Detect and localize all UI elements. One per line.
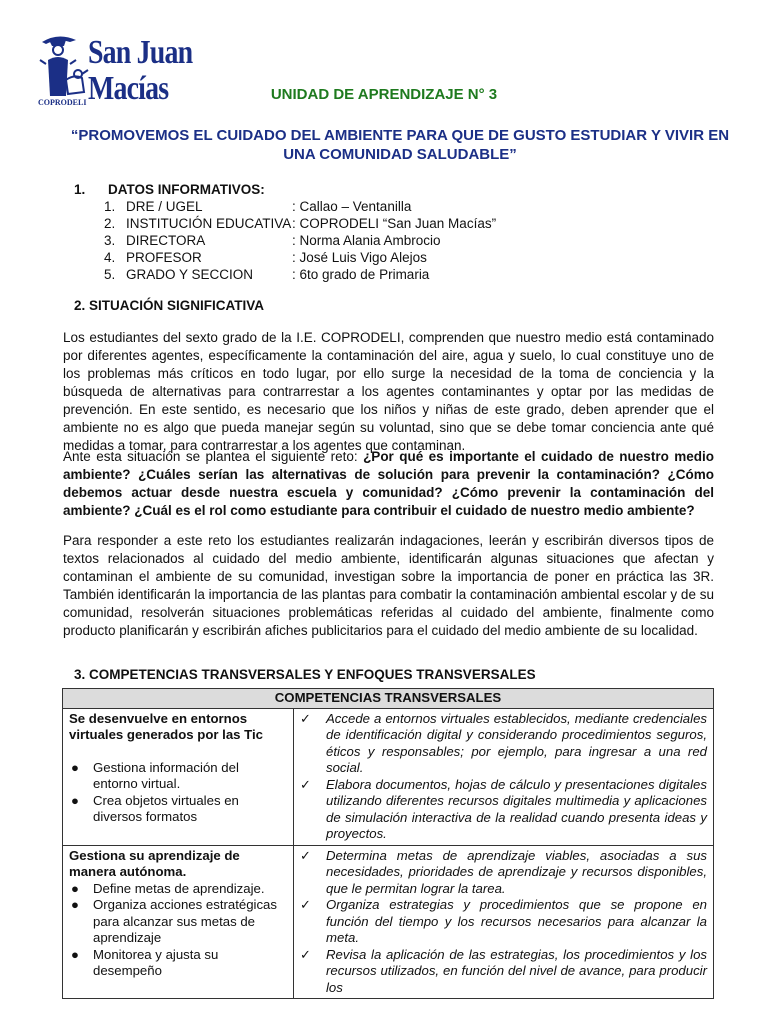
- info-row-number: 3.: [104, 233, 116, 248]
- criterion-text: Determina metas de aprendizaje viables, asociadas a sus necesidades, prioridades de aprendizaje y recursos disponibles, que le permitan lograr la tarea.: [326, 847, 707, 896]
- info-row-value: : Callao – Ventanilla: [292, 199, 412, 214]
- info-row-number: 1.: [104, 199, 116, 214]
- criterion-item: [300, 947, 707, 997]
- capacity-item: [69, 881, 287, 898]
- info-row-label: INSTITUCIÓN EDUCATIVA: [126, 216, 292, 231]
- info-row: [104, 215, 496, 232]
- bullet-icon: ●: [71, 792, 79, 808]
- logo-text-line1: San Juan: [88, 34, 193, 71]
- info-row-value: : José Luis Vigo Alejos: [292, 250, 427, 265]
- capacity-item: [69, 760, 287, 793]
- info-row-label: DIRECTORA: [126, 233, 206, 248]
- check-icon: ✓: [300, 897, 312, 912]
- section2-heading: 2. SITUACIÓN SIGNIFICATIVA: [74, 298, 265, 313]
- criterion-item: [300, 777, 707, 843]
- capacity-item: [69, 947, 287, 980]
- capacity-item: [69, 897, 287, 947]
- main-title: “PROMOVEMOS EL CUIDADO DEL AMBIENTE PARA QUE DE GUSTO ESTUDIAR Y VIVIR EN UNA COMUNIDAD SALUDABLE”: [70, 127, 730, 163]
- criterion-text: Revisa la aplicación de las estrategias, los procedimientos y los recursos utilizados, en función del nivel de avance, para producir los: [326, 946, 707, 995]
- logo-text-line2: Macías: [88, 70, 169, 107]
- situation-paragraph-2: [63, 448, 714, 520]
- criterion-text: Elabora documentos, hojas de cálculo y presentaciones digitales utilizando diferentes recursos digitales multimedia y aplicaciones de simulación interactiva de la realidad cuando presenta ideas y proyectos.: [326, 776, 707, 841]
- criteria-cell: [294, 708, 714, 845]
- check-icon: ✓: [300, 946, 312, 962]
- logo-small-text: COPRODELI: [38, 98, 87, 107]
- info-row-number: 2.: [104, 216, 116, 231]
- capacity-text: Define metas de aprendizaje.: [93, 880, 265, 896]
- criterion-item: [300, 848, 707, 898]
- bullet-icon: ●: [71, 759, 79, 775]
- competency-cell: [63, 708, 294, 845]
- info-row-label: DRE / UGEL: [126, 199, 203, 214]
- section1-heading: DATOS INFORMATIVOS:: [108, 182, 265, 197]
- competency-title: Se desenvuelve en entornos virtuales generados por las Tic: [69, 710, 263, 742]
- table-row: [63, 708, 714, 845]
- check-icon: ✓: [300, 776, 312, 792]
- capacity-item: [69, 793, 287, 826]
- unit-title: UNIDAD DE APRENDIZAJE N° 3: [270, 86, 498, 103]
- table-row: [63, 845, 714, 999]
- capacity-text: Organiza acciones estratégicas para alcanzar sus metas de aprendizaje: [93, 897, 277, 945]
- challenge-questions: ¿Por qué es importante el cuidado de nuestro medio ambiente? ¿Cuáles serían las alternativas de solución para prevenir la contaminación? ¿Cómo debemos actuar desde nuestra escuela y comunidad? ¿Cómo prevenir la contaminación del ambiente? ¿Cuál es el rol como estudiante para contribuir el cuidado de nuestro medio ambiente?: [63, 449, 714, 518]
- table-header: COMPETENCIAS TRANSVERSALES: [63, 689, 714, 709]
- capacity-text: Monitorea y ajusta su desempeño: [93, 946, 219, 978]
- situation-paragraph-3: Para responder a este reto los estudiantes realizarán indagaciones, leerán y escribirán diversos tipos de textos relacionados al cuidado del medio ambiente, identificarán algunas situaciones que afectan y contaminan el ambiente de su comunidad, investigan sobre la importancia de poner en práctica las 3R. También identificarán la importancia de las plantas para combatir la contaminación ambiental escolar y de su comunidad, resolverán situaciones problemáticas referidas al cuidado del ambiente, finalmente como producto planificarán y escribirán afiches publicitarios para el cuidado del medio ambiente de su localidad.: [63, 533, 714, 638]
- section1-number: 1.: [74, 182, 86, 197]
- info-row: [104, 249, 496, 266]
- challenge-intro: Ante esta situación se plantea el siguiente reto:: [63, 449, 364, 464]
- bullet-icon: ●: [71, 897, 79, 912]
- criterion-text: Organiza estrategias y procedimientos que se propone en función del tiempo y los recursos necesarios para alcanzar la meta.: [326, 897, 707, 945]
- info-row-label: PROFESOR: [126, 250, 202, 265]
- competency-title: Gestiona su aprendizaje de manera autónoma.: [69, 847, 240, 879]
- capacity-text: Crea objetos virtuales en diversos formatos: [93, 792, 239, 824]
- info-row-number: 4.: [104, 250, 116, 265]
- criterion-item: [300, 897, 707, 947]
- table-header-row: [63, 689, 714, 709]
- info-row: [104, 198, 496, 215]
- check-icon: ✓: [300, 710, 312, 726]
- info-row-value: : COPRODELI “San Juan Macías”: [292, 216, 497, 231]
- competencies-table: [62, 688, 714, 999]
- info-row-label: GRADO Y SECCION: [126, 267, 254, 282]
- bullet-icon: ●: [71, 946, 79, 962]
- criterion-item: [300, 711, 707, 777]
- section3-heading: 3. COMPETENCIAS TRANSVERSALES Y ENFOQUES TRANSVERSALES: [74, 667, 536, 682]
- info-row-number: 5.: [104, 267, 116, 282]
- criterion-text: Accede a entornos virtuales establecidos, mediante credenciales de identificación digital y considerando procedimientos seguros, éticos y responsables; por ejemplo, para ingresar a una red social.: [326, 710, 707, 775]
- info-row-value: : 6to grado de Primaria: [292, 267, 430, 282]
- competency-cell: [63, 845, 294, 999]
- info-row: [104, 266, 496, 283]
- info-list: [104, 198, 496, 283]
- bullet-icon: ●: [71, 880, 79, 896]
- capacity-text: Gestiona información del entorno virtual.: [93, 759, 239, 791]
- info-row-value: : Norma Alania Ambrocio: [292, 233, 441, 248]
- check-icon: ✓: [300, 847, 312, 863]
- info-row: [104, 232, 496, 249]
- criteria-cell: [294, 845, 714, 999]
- situation-paragraph-1: Los estudiantes del sexto grado de la I.E. COPRODELI, comprenden que nuestro medio está contaminado por diferentes agentes, específicamente la contaminación del aire, agua y suelo, lo cual constituye uno de los problemas más críticos en todo lugar, por ello surge la necesidad de la toma de conciencia y la búsqueda de alternativas para contrarrestar a los agentes contaminantes y optar por las medidas de prevención. En este sentido, es necesario que los niños y niñas de este grado, deben aprender que el ambiente no es algo que pueda manejar según su voluntad, sino que se debe tomar conciencia ante qué medidas a tomar, para contrarrestar a los agentes que contaminan.: [63, 330, 714, 453]
